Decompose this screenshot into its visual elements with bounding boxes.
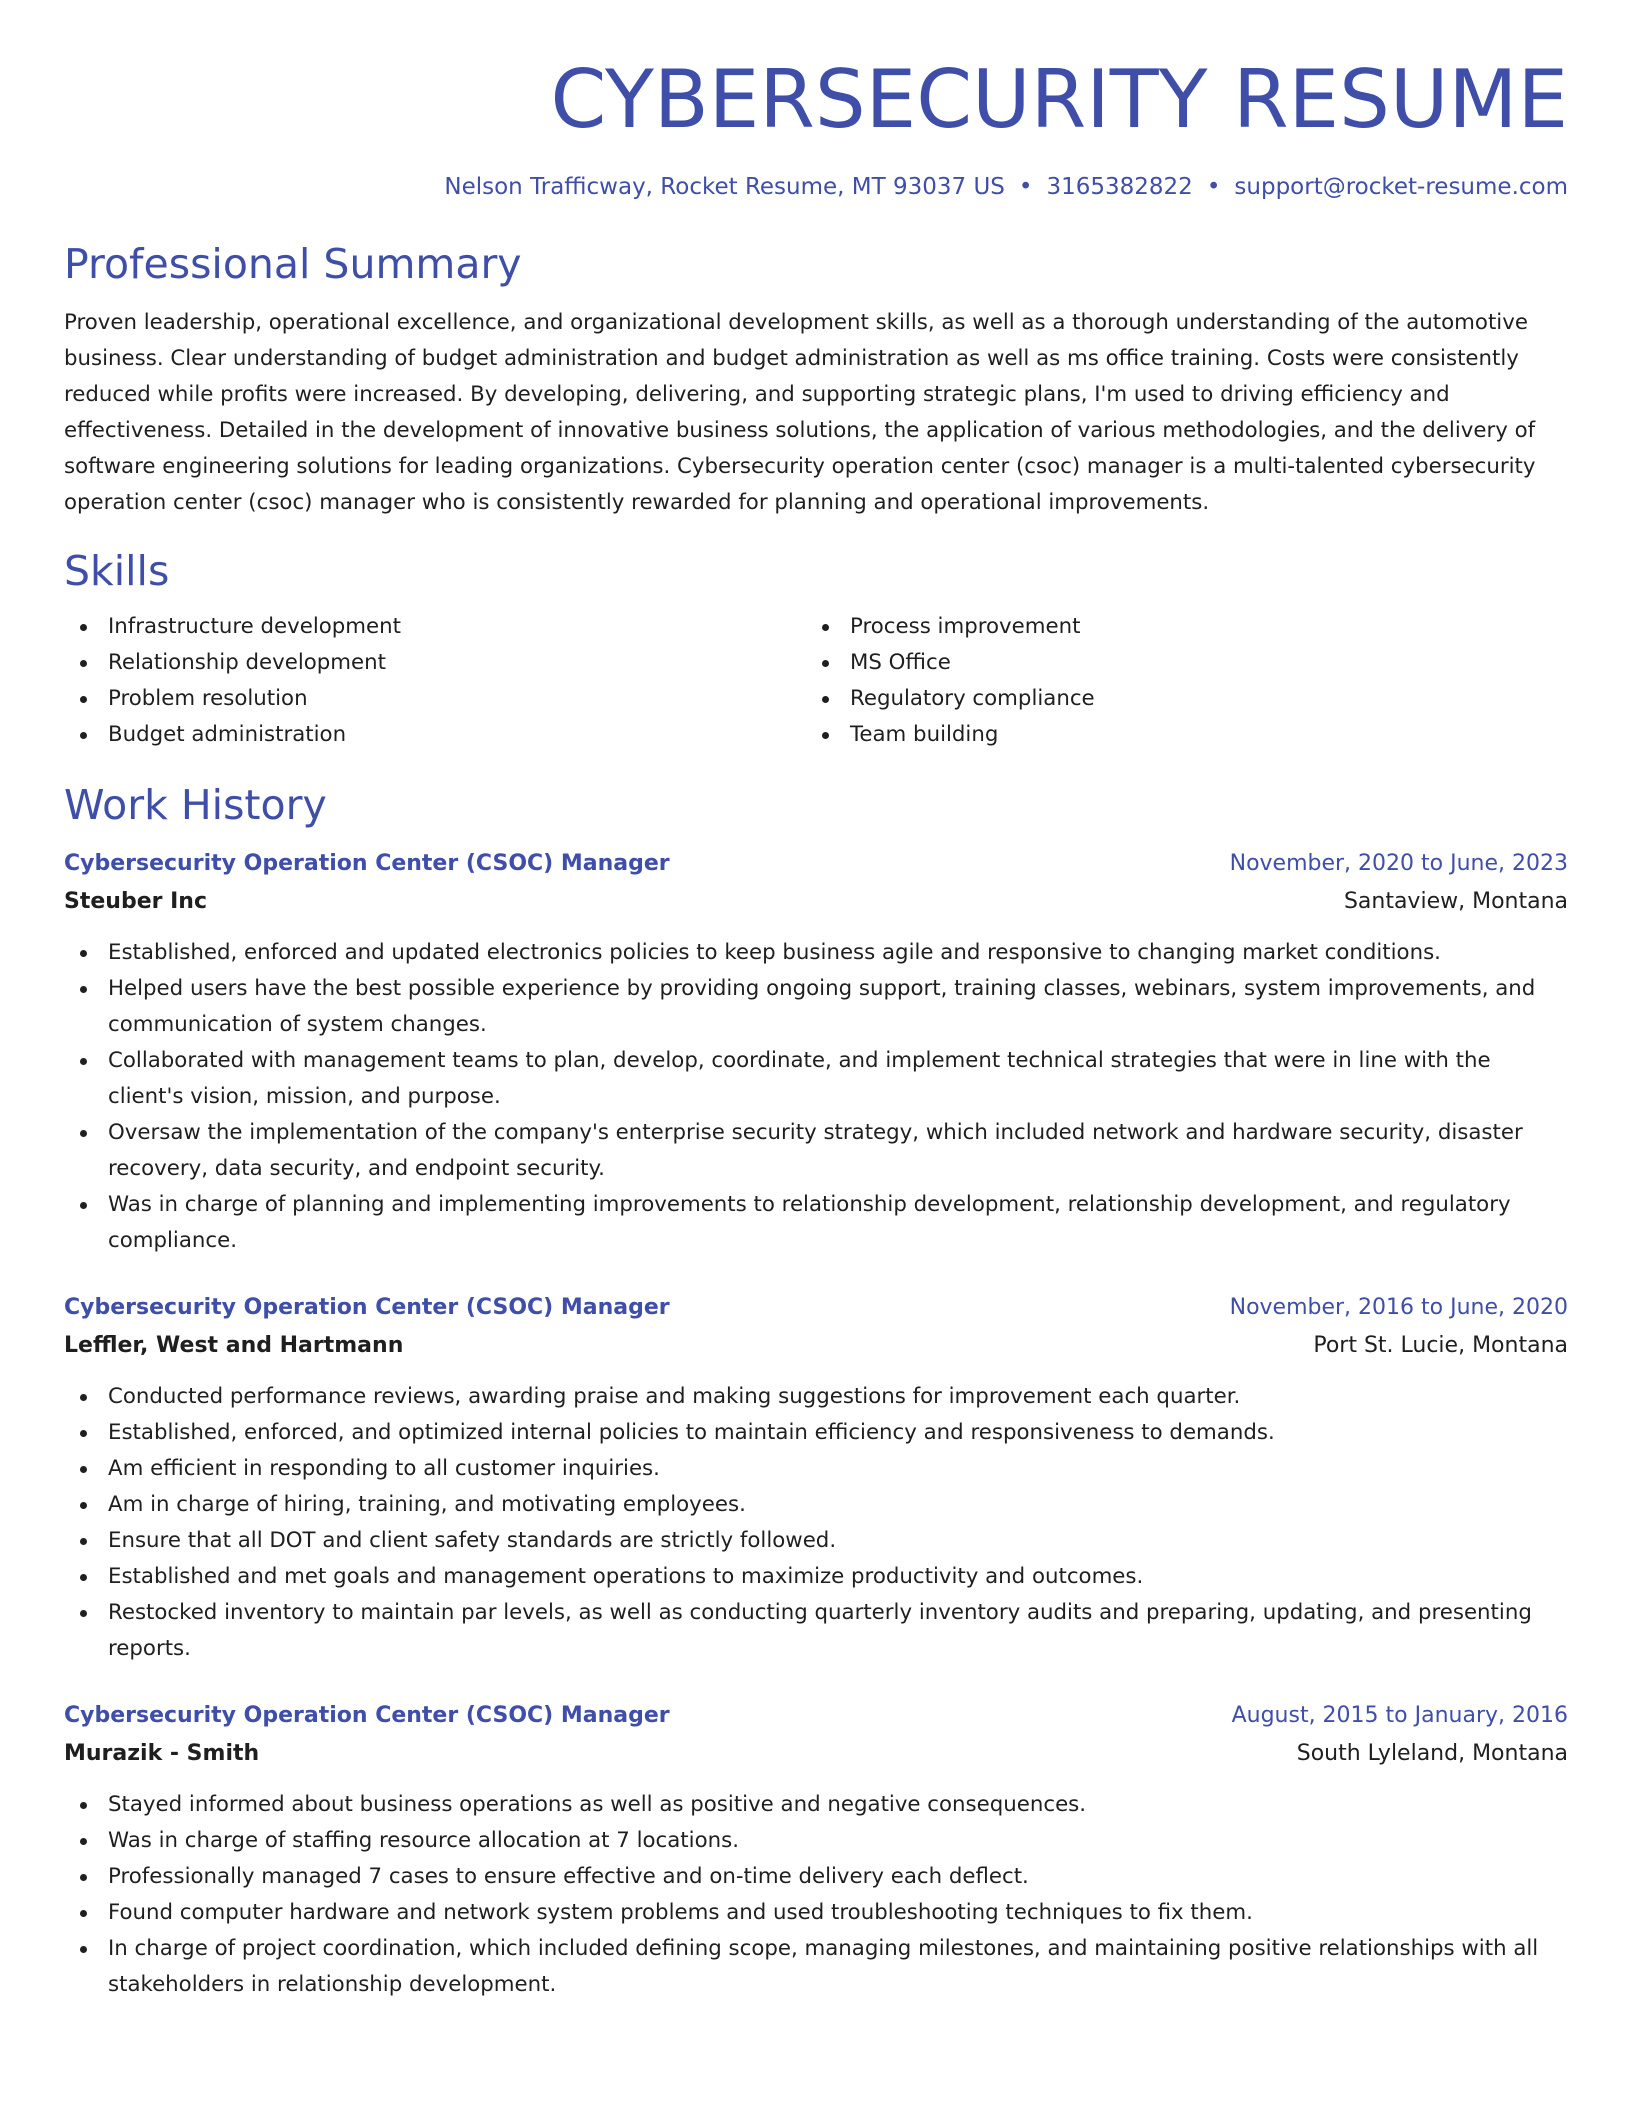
job-subheader (64, 883, 1568, 921)
work-history-heading: Work History (64, 781, 327, 829)
job-entry (64, 1289, 1568, 1667)
summary-heading: Professional Summary (64, 240, 522, 288)
skills-heading: Skills (64, 547, 170, 595)
job-bullet: Professionally managed 7 cases to ensure effective and on-time delivery each deflect. (64, 1859, 1568, 1895)
skills-list (64, 609, 1568, 753)
job-bullets (64, 935, 1568, 1259)
job-role: Cybersecurity Operation Center (CSOC) Manager (64, 1295, 670, 1320)
skill-item: Relationship development (64, 645, 806, 681)
skill-item: Process improvement (806, 609, 1548, 645)
job-bullet: In charge of project coordination, which included defining scope, managing milestones, and maintaining positive relationships with all stakeholders in relationship development. (64, 1931, 1568, 2003)
job-bullets (64, 1787, 1568, 2003)
job-company: Murazik - Smith (64, 1741, 260, 1766)
job-role: Cybersecurity Operation Center (CSOC) Manager (64, 851, 670, 876)
job-bullet: Established and met goals and management operations to maximize productivity and outcomes. (64, 1559, 1568, 1595)
job-dates: November, 2016 to June, 2020 (1229, 1295, 1568, 1320)
job-bullet: Stayed informed about business operations as well as positive and negative consequences. (64, 1787, 1568, 1823)
contact-email: support@rocket-resume.com (1234, 174, 1568, 200)
resume-page (64, 50, 1568, 2003)
job-company: Leffler, West and Hartmann (64, 1333, 404, 1358)
contact-separator: • (1018, 174, 1033, 200)
contact-address: Nelson Trafficway, Rocket Resume, MT 93037 US (444, 174, 1005, 200)
job-header (64, 1289, 1568, 1327)
job-company: Steuber Inc (64, 889, 208, 914)
skills-column-left (64, 609, 806, 753)
contact-phone: 3165382822 (1046, 174, 1193, 200)
job-bullet: Conducted performance reviews, awarding praise and making suggestions for improvement each quarter. (64, 1379, 1568, 1415)
skill-item: Infrastructure development (64, 609, 806, 645)
skills-column-right (806, 609, 1548, 753)
job-header (64, 845, 1568, 883)
job-bullet: Established, enforced and updated electronics policies to keep business agile and responsive to changing market conditions. (64, 935, 1568, 971)
summary-text: Proven leadership, operational excellence, and organizational development skills, as well as a thorough understanding of the automotive business. Clear understanding of budget administration and budget administration as well as ms office training. Costs were consistently reduced while profits were increased. By developing, delivering, and supporting strategic plans, I'm used to driving efficiency and effectiveness. Detailed in the development of innovative business solutions, the application of various methodologies, and the delivery of software engineering solutions for leading organizations. Cybersecurity operation center (csoc) manager is a multi-talented cybersecurity operation center (csoc) manager who is consistently rewarded for planning and operational improvements. (64, 310, 1536, 515)
job-bullet: Found computer hardware and network system problems and used troubleshooting techniques to fix them. (64, 1895, 1568, 1931)
skill-item: Problem resolution (64, 681, 806, 717)
job-bullet: Oversaw the implementation of the company's enterprise security strategy, which included network and hardware security, disaster recovery, data security, and endpoint security. (64, 1115, 1568, 1187)
job-bullet: Established, enforced, and optimized internal policies to maintain efficiency and responsiveness to demands. (64, 1415, 1568, 1451)
contact-separator: • (1206, 174, 1221, 200)
job-header (64, 1697, 1568, 1735)
skill-item: Budget administration (64, 717, 806, 753)
job-bullet: Restocked inventory to maintain par levels, as well as conducting quarterly inventory audits and preparing, updating, and presenting reports. (64, 1595, 1568, 1667)
job-bullet: Am in charge of hiring, training, and motivating employees. (64, 1487, 1568, 1523)
document-title: CYBERSECURITY RESUME (550, 53, 1568, 146)
job-bullet: Was in charge of staffing resource allocation at 7 locations. (64, 1823, 1568, 1859)
job-role: Cybersecurity Operation Center (CSOC) Manager (64, 1703, 670, 1728)
skill-item: MS Office (806, 645, 1548, 681)
job-bullet: Collaborated with management teams to plan, develop, coordinate, and implement technical strategies that were in line with the client's vision, mission, and purpose. (64, 1043, 1568, 1115)
job-location: Port St. Lucie, Montana (1313, 1333, 1568, 1358)
job-location: Santaview, Montana (1343, 889, 1568, 914)
job-subheader (64, 1735, 1568, 1773)
skill-item: Regulatory compliance (806, 681, 1548, 717)
job-location: South Lyleland, Montana (1296, 1741, 1568, 1766)
job-entry (64, 1697, 1568, 2003)
job-dates: August, 2015 to January, 2016 (1231, 1703, 1568, 1728)
job-bullet: Was in charge of planning and implementing improvements to relationship development, relationship development, and regulatory compliance. (64, 1187, 1568, 1259)
job-bullet: Ensure that all DOT and client safety standards are strictly followed. (64, 1523, 1568, 1559)
job-dates: November, 2020 to June, 2023 (1229, 851, 1568, 876)
contact-line (64, 170, 1568, 204)
job-bullet: Helped users have the best possible experience by providing ongoing support, training classes, webinars, system improvements, and communication of system changes. (64, 971, 1568, 1043)
job-bullet: Am efficient in responding to all customer inquiries. (64, 1451, 1568, 1487)
job-entry (64, 845, 1568, 1259)
job-subheader (64, 1327, 1568, 1365)
skill-item: Team building (806, 717, 1548, 753)
job-bullets (64, 1379, 1568, 1667)
